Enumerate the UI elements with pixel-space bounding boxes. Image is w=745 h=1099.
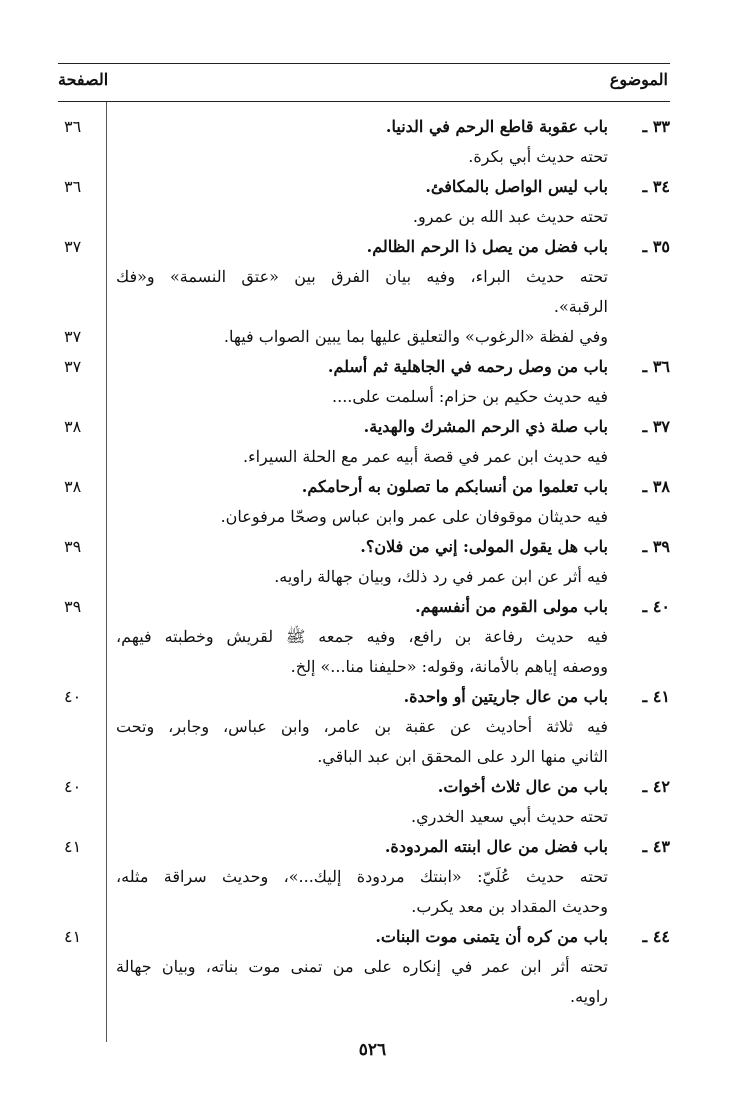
entry-description-line (58, 382, 670, 412)
entry-page-number: ٣٧ (64, 237, 82, 256)
entry-description: ووصفه إياهم بالأمانة، وقوله: «حليفنا منا...» إلخ. (290, 657, 608, 676)
entry-description: فيه حديث حكيم بن حزام: أسلمت على.... (332, 387, 608, 406)
toc-entry (58, 112, 670, 172)
entry-page-number: ٣٧ (64, 327, 82, 346)
page-number: ٥٢٦ (358, 1040, 387, 1060)
entry-description: فيه حديث رفاعة بن رافع، وفيه جمعه ﷺ لقريش وخطبته فيهم، (116, 627, 608, 646)
entry-page-number: ٣٦ (64, 177, 82, 196)
entry-page-number: ٣٩ (64, 537, 82, 556)
entry-description-line (58, 862, 670, 892)
entry-title: باب فضل من يصل ذا الرحم الظالم. (366, 237, 608, 256)
toc-entry (58, 232, 670, 352)
entry-description: وحديث المقداد بن معد يكرب. (411, 897, 608, 916)
entry-description: فيه أثر عن ابن عمر في رد ذلك، وبيان جهالة راويه. (274, 567, 608, 586)
entry-page-number: ٤١ (64, 927, 82, 946)
entry-number: ٤٢ ـ (642, 777, 670, 796)
toc-entry (58, 172, 670, 232)
entry-number: ٣٨ ـ (642, 477, 670, 496)
entry-description-line (58, 742, 670, 772)
toc-entry (58, 922, 670, 1012)
entry-page-number: ٣٨ (64, 417, 82, 436)
column-header (58, 70, 668, 96)
entry-description-line (58, 502, 670, 532)
header-rule (58, 101, 670, 102)
entry-title-line (58, 172, 670, 202)
entry-title: باب عقوبة قاطع الرحم في الدنيا. (385, 117, 608, 136)
entry-title-line (58, 832, 670, 862)
entry-description: تحته أثر ابن عمر في إنكاره على من تمنى موت بناته، وبيان جهالة (116, 957, 608, 976)
entry-number: ٣٦ ـ (642, 357, 670, 376)
entry-description-line (58, 652, 670, 682)
entry-number: ٤٤ ـ (642, 927, 670, 946)
entry-description: راويه. (569, 987, 608, 1006)
entry-description-line (58, 982, 670, 1012)
topic-column-label: الموضوع (609, 70, 668, 89)
entry-description: الرقبة». (553, 297, 608, 316)
table-of-contents (58, 112, 670, 1012)
entry-description-line (58, 712, 670, 742)
entry-description: الثاني منها الرد على المحقق ابن عبد الباقي. (317, 747, 608, 766)
entry-description: تحته حديث أبي بكرة. (468, 147, 608, 166)
entry-title-line (58, 682, 670, 712)
entry-page-number: ٤٠ (64, 777, 82, 796)
entry-number: ٤٠ ـ (642, 597, 670, 616)
entry-description-line (58, 202, 670, 232)
entry-title: باب من وصل رحمه في الجاهلية ثم أسلم. (327, 357, 608, 376)
entry-description: تحته حديث عبد الله بن عمرو. (412, 207, 608, 226)
entry-description-line (58, 262, 670, 292)
entry-description: تحته حديث أبي سعيد الخدري. (411, 807, 608, 826)
entry-number: ٤١ ـ (642, 687, 670, 706)
entry-title: باب تعلموا من أنسابكم ما تصلون به أرحامكم. (301, 477, 608, 496)
toc-entry (58, 592, 670, 682)
entry-title: باب من كره أن يتمنى موت البنات. (375, 927, 608, 946)
entry-title-line (58, 922, 670, 952)
entry-title: باب من عال ثلاث أخوات. (437, 777, 608, 796)
entry-description-line (58, 892, 670, 922)
entry-description-line (58, 952, 670, 982)
entry-description: تحته حديث البراء، وفيه بيان الفرق بين «عتق النسمة» و«فك (116, 267, 608, 286)
entry-description-line (58, 322, 670, 352)
entry-number: ٣٣ ـ (642, 117, 670, 136)
entry-title: باب من عال جاريتين أو واحدة. (403, 687, 608, 706)
page-column-label: الصفحة (58, 70, 109, 89)
toc-entry (58, 412, 670, 472)
entry-description-line (58, 442, 670, 472)
entry-page-number: ٣٦ (64, 117, 82, 136)
entry-title: باب مولى القوم من أنفسهم. (415, 597, 608, 616)
entry-number: ٣٥ ـ (642, 237, 670, 256)
entry-description-line (58, 292, 670, 322)
entry-page-number: ٤٠ (64, 687, 82, 706)
entry-page-number: ٣٨ (64, 477, 82, 496)
entry-title-line (58, 772, 670, 802)
entry-title: باب فضل من عال ابنته المردودة. (384, 837, 608, 856)
entry-number: ٣٩ ـ (642, 537, 670, 556)
toc-entry (58, 472, 670, 532)
entry-title-line (58, 592, 670, 622)
entry-description: فيه حديثان موقوفان على عمر وابن عباس وصحّا مرفوعان. (220, 507, 608, 526)
entry-number: ٤٣ ـ (642, 837, 670, 856)
entry-number: ٣٤ ـ (642, 177, 670, 196)
entry-description: فيه حديث ابن عمر في قصة أبيه عمر مع الحلة السيراء. (243, 447, 608, 466)
toc-entry (58, 532, 670, 592)
entry-title-line (58, 232, 670, 262)
entry-description: تحته حديث عُلَيّ: «ابنتك مردودة إليك...»، وحديث سراقة مثله، (116, 867, 608, 886)
entry-title: باب ليس الواصل بالمكافئ. (425, 177, 608, 196)
entry-description: وفي لفظة «الرغوب» والتعليق عليها بما يبين الصواب فيها. (223, 327, 608, 346)
entry-title-line (58, 412, 670, 442)
entry-description-line (58, 562, 670, 592)
entry-page-number: ٣٧ (64, 357, 82, 376)
entry-description-line (58, 142, 670, 172)
toc-entry (58, 352, 670, 412)
entry-title: باب صلة ذي الرحم المشرك والهدية. (363, 417, 608, 436)
entry-description-line (58, 802, 670, 832)
toc-entry (58, 682, 670, 772)
entry-title: باب هل يقول المولى: إني من فلان؟. (360, 537, 608, 556)
entry-description: فيه ثلاثة أحاديث عن عقبة بن عامر، وابن عباس، وجابر، وتحت (116, 717, 608, 736)
toc-entry (58, 772, 670, 832)
entry-title-line (58, 112, 670, 142)
entry-description-line (58, 622, 670, 652)
entry-title-line (58, 352, 670, 382)
toc-entry (58, 832, 670, 922)
top-rule (58, 63, 670, 64)
entry-number: ٣٧ ـ (642, 417, 670, 436)
entry-title-line (58, 532, 670, 562)
entry-title-line (58, 472, 670, 502)
entry-page-number: ٤١ (64, 837, 82, 856)
entry-page-number: ٣٩ (64, 597, 82, 616)
